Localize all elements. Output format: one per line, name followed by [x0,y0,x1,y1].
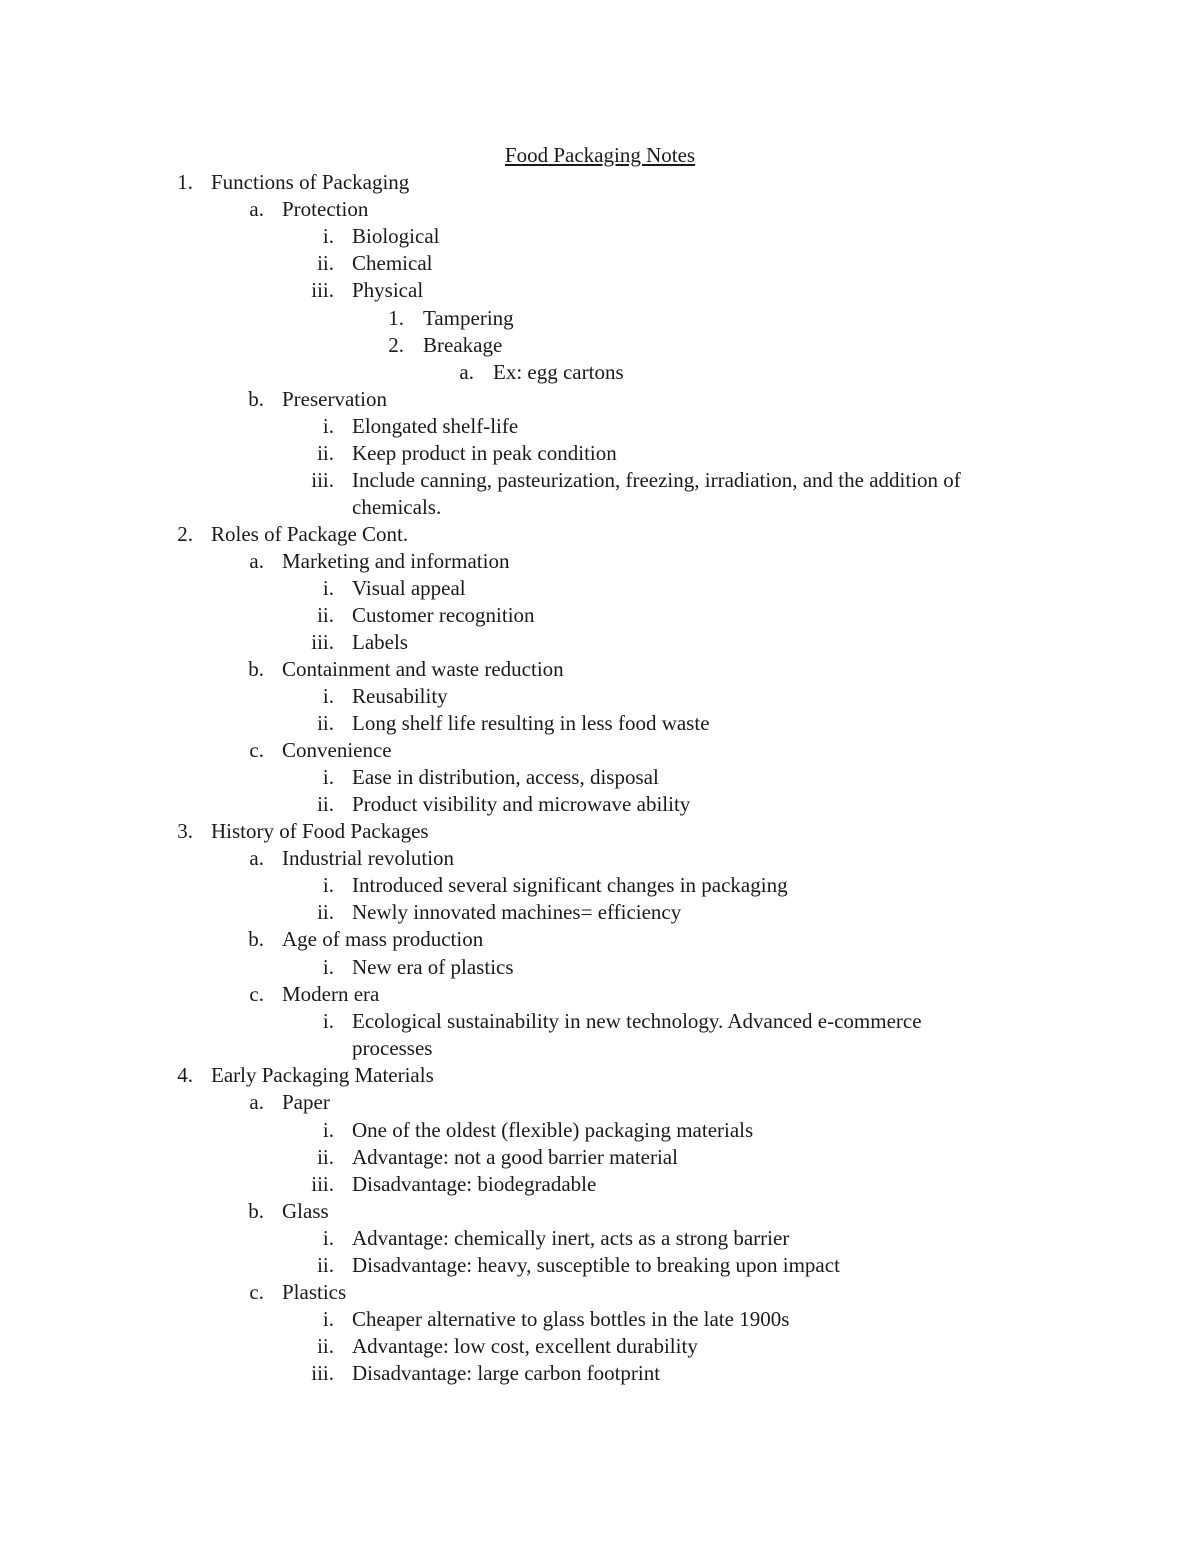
list-marker: a. [249,846,264,870]
list-text: Containment and waste reduction [282,657,564,681]
list-marker: ii. [317,251,334,275]
list-text: Chemical [352,251,433,275]
list-text: Disadvantage: heavy, susceptible to breaking upon impact [352,1253,840,1277]
list-marker: i. [322,414,334,438]
list-text: Ex: egg cartons [493,360,624,384]
list-marker: 1. [388,306,404,330]
list-marker: ii. [317,1334,334,1358]
document-title: Food Packaging Notes [504,143,696,167]
list-text: Ease in distribution, access, disposal [352,765,659,789]
list-marker: a. [459,360,474,384]
list-text: Advantage: low cost, excellent durability [352,1334,698,1358]
list-marker: c. [249,1280,264,1304]
list-text: Biological [352,224,440,248]
list-marker: 2. [388,333,404,357]
list-text: Product visibility and microwave ability [352,792,691,816]
list-marker: ii. [317,1253,334,1277]
list-marker: iii. [311,468,334,492]
list-marker: i. [322,684,334,708]
list-text: New era of plastics [352,955,514,979]
list-text: Cheaper alternative to glass bottles in the late 1900s [352,1307,790,1331]
list-text: Breakage [423,333,503,357]
list-marker: i. [322,765,334,789]
list-text: Early Packaging Materials [211,1063,434,1087]
list-marker: iii. [311,278,334,302]
list-text: Long shelf life resulting in less food waste [352,711,710,735]
list-text: Age of mass production [282,927,484,951]
list-marker: i. [322,873,334,897]
list-marker: 2. [177,522,193,546]
list-text: Physical [352,278,424,302]
list-text: Preservation [282,387,387,411]
list-marker: iii. [311,1172,334,1196]
list-marker: a. [249,1090,264,1114]
list-text: Marketing and information [282,549,510,573]
list-marker: ii. [317,711,334,735]
list-marker: ii. [317,792,334,816]
list-text: History of Food Packages [211,819,429,843]
list-text: Modern era [282,982,380,1006]
list-text: Convenience [282,738,392,762]
list-marker: 3. [177,819,193,843]
list-marker: iii. [311,630,334,654]
list-text: Customer recognition [352,603,535,627]
list-marker: i. [322,1307,334,1331]
list-text: Visual appeal [352,576,466,600]
list-marker: ii. [317,603,334,627]
list-marker: ii. [317,441,334,465]
list-marker: i. [322,576,334,600]
list-marker: i. [322,1118,334,1142]
list-text: Paper [282,1090,330,1114]
list-text: Introduced several significant changes in packaging [352,873,788,897]
list-text: Disadvantage: large carbon footprint [352,1361,661,1385]
list-text: Protection [282,197,369,221]
list-marker: a. [249,197,264,221]
list-text: Plastics [282,1280,347,1304]
list-text: Roles of Package Cont. [211,522,409,546]
list-marker: ii. [317,900,334,924]
list-marker: ii. [317,1145,334,1169]
list-text: Tampering [423,306,514,330]
list-text-continuation: processes [352,1036,433,1060]
list-marker: a. [249,549,264,573]
list-text: One of the oldest (flexible) packaging materials [352,1118,754,1142]
list-marker: 1. [177,170,193,194]
list-text: Include canning, pasteurization, freezing, irradiation, and the addition of [352,468,961,492]
list-text: Industrial revolution [282,846,455,870]
list-text: Newly innovated machines= efficiency [352,900,682,924]
list-marker: c. [249,982,264,1006]
list-marker: i. [322,1009,334,1033]
list-text: Elongated shelf-life [352,414,519,438]
list-text: Reusability [352,684,448,708]
list-text: Functions of Packaging [211,170,410,194]
list-text-continuation: chemicals. [352,495,442,519]
list-marker: b. [248,1199,264,1223]
list-text: Disadvantage: biodegradable [352,1172,597,1196]
list-text: Keep product in peak condition [352,441,617,465]
list-marker: b. [248,657,264,681]
list-text: Ecological sustainability in new technology. Advanced e-commerce [352,1009,922,1033]
list-text: Advantage: chemically inert, acts as a strong barrier [352,1226,790,1250]
list-text: Labels [352,630,408,654]
list-text: Glass [282,1199,329,1223]
list-marker: iii. [311,1361,334,1385]
list-marker: b. [248,927,264,951]
list-marker: c. [249,738,264,762]
list-marker: 4. [177,1063,193,1087]
list-marker: i. [322,224,334,248]
list-marker: i. [322,955,334,979]
list-marker: b. [248,387,264,411]
list-text: Advantage: not a good barrier material [352,1145,678,1169]
list-marker: i. [322,1226,334,1250]
